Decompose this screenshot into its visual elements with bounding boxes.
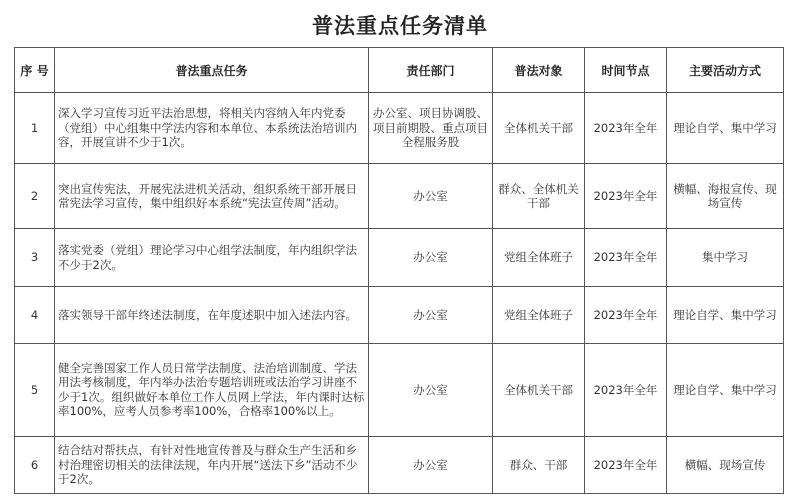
cell-seq: 1 — [15, 93, 55, 164]
cell-target: 群众、全体机关干部 — [493, 163, 585, 229]
cell-seq: 4 — [15, 286, 55, 343]
cell-dept: 办公室、项目协调股、项目前期股、重点项目全程服务股 — [369, 93, 493, 164]
page-title: 普法重点任务清单 — [312, 13, 488, 38]
cell-method: 理论自学、集中学习 — [667, 286, 784, 343]
cell-time: 2023年全年 — [585, 93, 667, 164]
cell-seq: 6 — [15, 436, 55, 493]
cell-seq: 2 — [15, 163, 55, 229]
table-row — [15, 436, 784, 493]
header-dept: 责任部门 — [369, 48, 493, 93]
cell-time: 2023年全年 — [585, 229, 667, 286]
cell-seq: 3 — [15, 229, 55, 286]
table-row — [15, 343, 784, 436]
task-list-table — [14, 47, 784, 494]
table-row — [15, 163, 784, 229]
cell-time: 2023年全年 — [585, 163, 667, 229]
cell-task: 结合结对帮扶点，有针对性地宣传普及与群众生产生活和乡村治理密切相关的法律法规，年内开展“送法下乡”活动不少于2次。 — [55, 436, 369, 493]
cell-dept: 办公室 — [369, 163, 493, 229]
cell-task: 深入学习宣传习近平法治思想，将相关内容纳入年内党委（党组）中心组集中学法内容和本单位、本系统法治培训内容，开展宣讲不少于1次。 — [55, 93, 369, 164]
header-seq: 序 号 — [15, 48, 55, 93]
cell-task: 落实党委（党组）理论学习中心组学法制度，年内组织学法不少于2次。 — [55, 229, 369, 286]
cell-dept: 办公室 — [369, 286, 493, 343]
header-method: 主要活动方式 — [667, 48, 784, 93]
cell-target: 党组全体班子 — [493, 229, 585, 286]
cell-time: 2023年全年 — [585, 436, 667, 493]
table-row — [15, 229, 784, 286]
cell-time: 2023年全年 — [585, 343, 667, 436]
header-target: 普法对象 — [493, 48, 585, 93]
cell-seq: 5 — [15, 343, 55, 436]
cell-method: 理论自学、集中学习 — [667, 93, 784, 164]
cell-method: 横幅、现场宣传 — [667, 436, 784, 493]
cell-method: 集中学习 — [667, 229, 784, 286]
table-row — [15, 93, 784, 164]
cell-target: 全体机关干部 — [493, 343, 585, 436]
header-task: 普法重点任务 — [55, 48, 369, 93]
cell-target: 党组全体班子 — [493, 286, 585, 343]
cell-task: 健全完善国家工作人员日常学法制度、法治培训制度、学法用法考核制度，年内举办法治专题培训班或法治学习讲座不少于1次。组织做好本单位工作人员网上学法，年内课时达标率100%，应考人员参考率100%，合格率100%以上。 — [55, 343, 369, 436]
cell-target: 群众、干部 — [493, 436, 585, 493]
table-header-row — [15, 48, 784, 93]
cell-method: 横幅、海报宣传、现场宣传 — [667, 163, 784, 229]
cell-dept: 办公室 — [369, 229, 493, 286]
cell-dept: 办公室 — [369, 436, 493, 493]
cell-task: 突出宣传宪法，开展宪法进机关活动，组织系统干部开展日常宪法学习宣传，集中组织好本系统“宪法宣传周”活动。 — [55, 163, 369, 229]
cell-method: 理论自学、集中学习 — [667, 343, 784, 436]
cell-time: 2023年全年 — [585, 286, 667, 343]
cell-task: 落实领导干部年终述法制度，在年度述职中加入述法内容。 — [55, 286, 369, 343]
header-time: 时间节点 — [585, 48, 667, 93]
cell-dept: 办公室 — [369, 343, 493, 436]
cell-target: 全体机关干部 — [493, 93, 585, 164]
table-row — [15, 286, 784, 343]
